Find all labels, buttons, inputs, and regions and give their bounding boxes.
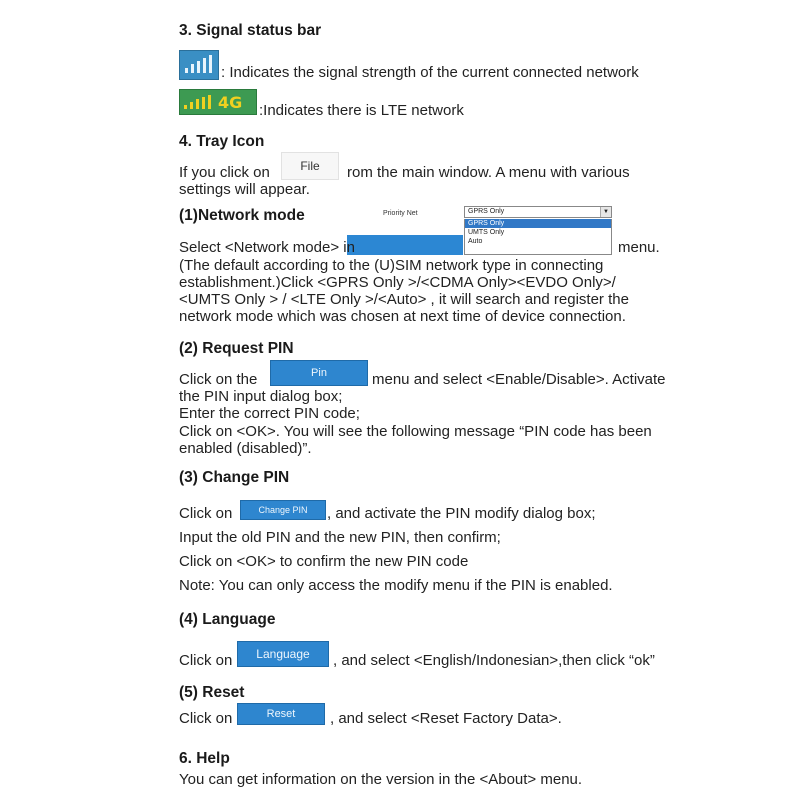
pin-line-2: the PIN input dialog box; bbox=[179, 388, 343, 405]
language-line-1-post: , and select <English/Indonesian>,then click “ok” bbox=[333, 652, 655, 669]
change-pin-line-4: Note: You can only access the modify menu if the PIN is enabled. bbox=[179, 577, 613, 594]
signal-line-1: : Indicates the signal strength of the current connected network bbox=[221, 64, 639, 81]
priority-net-select[interactable] bbox=[464, 206, 612, 218]
section-title-language: (4) Language bbox=[179, 611, 276, 628]
lte-4g-icon bbox=[179, 89, 257, 115]
section-title-help: 6. Help bbox=[179, 750, 230, 767]
section-title-reset: (5) Reset bbox=[179, 684, 245, 701]
change-pin-line-3: Click on <OK> to confirm the new PIN code bbox=[179, 553, 469, 570]
change-pin-line-1-post: , and activate the PIN modify dialog box; bbox=[327, 505, 596, 522]
change-pin-button[interactable]: Change PIN bbox=[240, 500, 326, 520]
pin-line-4: Click on <OK>. You will see the following message “PIN code has been bbox=[179, 423, 652, 440]
section-title-request-pin: (2) Request PIN bbox=[179, 340, 294, 357]
section-title-tray: 4. Tray Icon bbox=[179, 133, 265, 150]
help-line-1: You can get information on the version in the <About> menu. bbox=[179, 771, 583, 788]
file-button[interactable]: File bbox=[281, 152, 339, 180]
signal-line-2: :Indicates there is LTE network bbox=[259, 102, 464, 119]
reset-button[interactable]: Reset bbox=[237, 703, 325, 725]
option-auto[interactable]: Auto bbox=[468, 238, 483, 245]
pin-line-1-post: menu and select <Enable/Disable>. Activate bbox=[372, 371, 666, 388]
priority-net-options bbox=[464, 219, 612, 255]
change-pin-line-1-pre: Click on bbox=[179, 505, 233, 522]
language-line-1-pre: Click on bbox=[179, 652, 233, 669]
reset-line-1-post: , and select <Reset Factory Data>. bbox=[330, 710, 562, 727]
network-line-4: <UMTS Only > / <LTE Only >/<Auto> , it will search and register the bbox=[179, 291, 629, 308]
chevron-down-icon[interactable]: ▼ bbox=[600, 207, 611, 217]
lte-4g-label: 4G bbox=[218, 93, 243, 112]
pin-line-1-pre: Click on the bbox=[179, 371, 258, 388]
network-line-2: (The default according to the (U)SIM network type in connecting bbox=[179, 257, 604, 274]
pin-button[interactable]: Pin bbox=[270, 360, 368, 386]
priority-net-value: GPRS Only bbox=[468, 208, 505, 215]
tray-line-2: settings will appear. bbox=[179, 181, 310, 198]
network-line-1-pre: Select <Network mode> in bbox=[179, 239, 355, 256]
option-gprs-only[interactable]: GPRS Only bbox=[465, 219, 611, 228]
tray-line-1-post: rom the main window. A menu with various bbox=[347, 164, 630, 181]
network-line-5: network mode which was chosen at next time of device connection. bbox=[179, 308, 626, 325]
section-title-signal: 3. Signal status bar bbox=[179, 22, 322, 39]
pin-line-3: Enter the correct PIN code; bbox=[179, 405, 360, 422]
language-button[interactable]: Language bbox=[237, 641, 329, 667]
network-line-1-post: menu. bbox=[618, 239, 660, 256]
priority-net-label: Priority Net bbox=[383, 210, 418, 217]
pin-line-5: enabled (disabled)”. bbox=[179, 440, 312, 457]
signal-strength-icon bbox=[179, 50, 219, 80]
section-title-change-pin: (3) Change PIN bbox=[179, 469, 290, 486]
network-line-3: establishment.)Click <GPRS Only >/<CDMA Only><EVDO Only>/ bbox=[179, 274, 616, 291]
section-title-network: (1)Network mode bbox=[179, 207, 305, 224]
option-umts-only[interactable]: UMTS Only bbox=[468, 229, 505, 236]
tray-line-1-pre: If you click on bbox=[179, 164, 270, 181]
network-mode-menu-button[interactable] bbox=[347, 235, 463, 255]
reset-line-1-pre: Click on bbox=[179, 710, 233, 727]
change-pin-line-2: Input the old PIN and the new PIN, then confirm; bbox=[179, 529, 501, 546]
